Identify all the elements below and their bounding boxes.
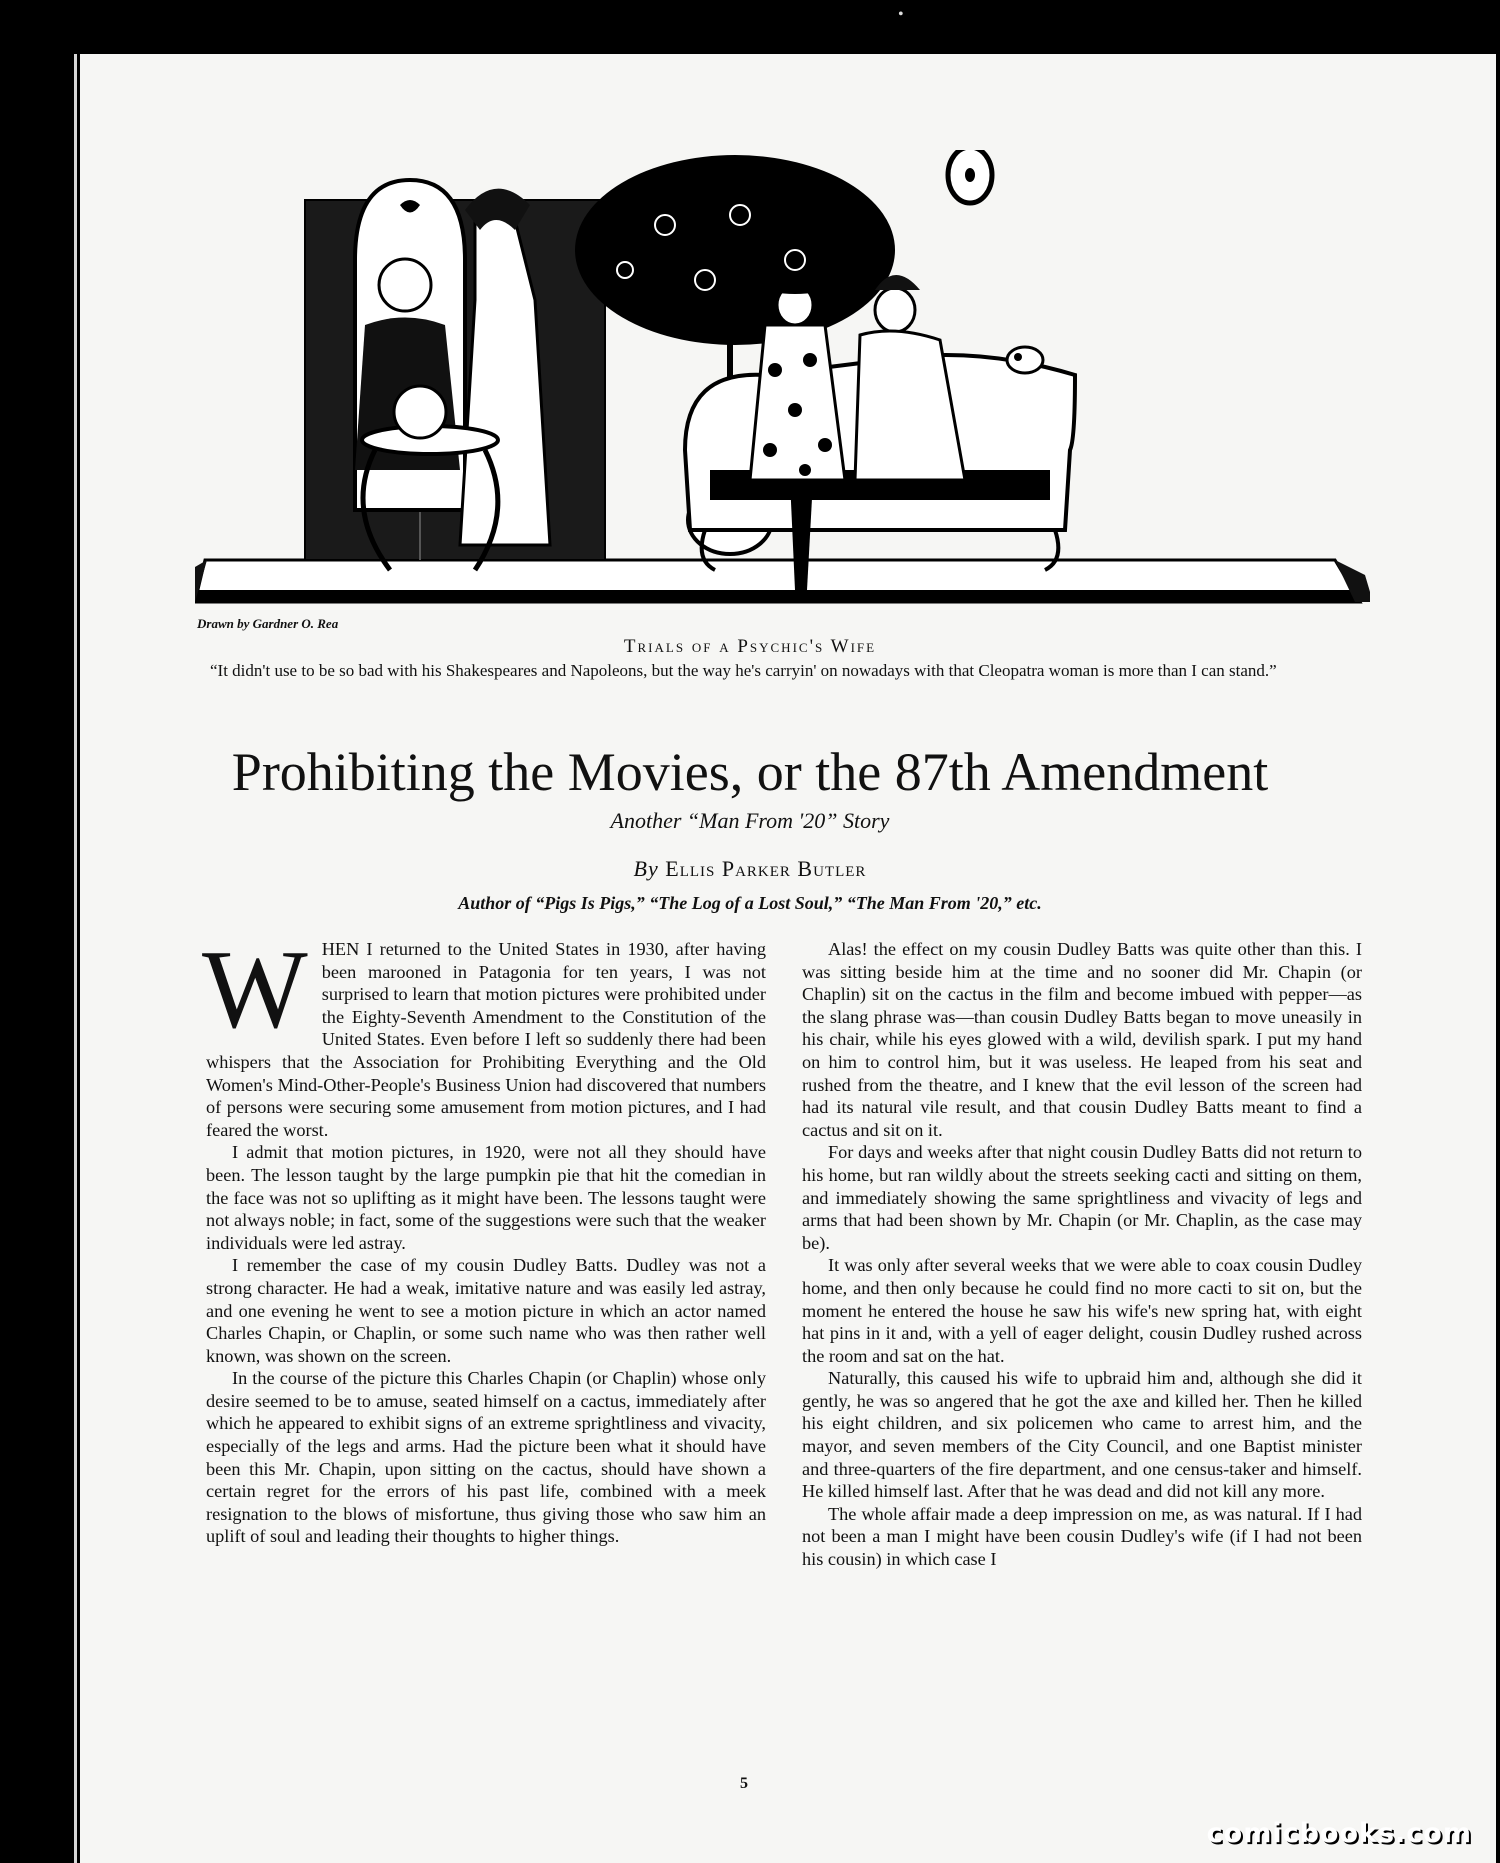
paragraph: For days and weeks after that night cousin Dudley Batts did not return to his home, but ran wildly about the streets seeking cacti and sitting on them, and immediately showing the same sprightliness and vivacity of legs and arms that had been shown by Mr. Chapin (or Mr. Chaplin, as the case may be). [802, 1142, 1362, 1253]
author-credits: Author of “Pigs Is Pigs,” “The Log of a Lost Soul,” “The Man From '20,” etc. [458, 893, 1042, 913]
article-subtitle: Another “Man From '20” Story [610, 808, 890, 833]
illustration-credit: Drawn by Gardner O. Rea [197, 616, 339, 631]
illustration [195, 150, 1370, 620]
watermark: comicbooks.com [1206, 1818, 1472, 1849]
paragraph: In the course of the picture this Charles Chapin (or Chaplin) whose only desire seemed to be to amuse, seated himself on a cactus, immediately after which he appeared to exhibit signs of an extreme sprightliness and vivacity, especially of the legs and arms. Had the picture been what it should have been this Mr. Chapin, upon sitting on the cactus, should have shown a certain regret for the errors of his past life, combined with a meek resignation to the blows of misfortune, thus giving those who saw him an uplift of soul and leading their thoughts to higher things. [206, 1368, 766, 1547]
caption-quote: “It didn't use to be so bad with his Shakespeares and Napoleons, but the way he's carryin' on nowadays with that Cleopatra woman is more than I can stand.” [210, 661, 1277, 680]
paragraph: The whole affair made a deep impression on me, as was natural. If I had not been a man I might have been cousin Dudley's wife (if I had not been his cousin) in which case I [802, 1503, 1362, 1570]
column-left [202, 928, 766, 1548]
paragraph: HEN I returned to the United States in 1930, after having been marooned in Patagonia for ten years, I was not surprised to learn that motion pictures were prohibited under the Eighty-Seventh Amendment to the Constitution of the United States. Even before I left so suddenly there had been whispers that the Association for Prohibiting Everything and the Old Women's Mind-Other-People's Business Union had discovered that numbers of persons were securing some amusement from motion pictures, and I had feared the worst. [206, 939, 766, 1140]
byline-by: By [633, 856, 659, 881]
paragraph: I remember the case of my cousin Dudley Batts. Dudley was not a strong character. He had a weak, imitative nature and was easily led astray, and one evening he went to see a motion picture in which an actor named Charles Chapin, or Chaplin, or some such name who was then rather well known, was shown on the screen. [206, 1255, 766, 1366]
author-name: Ellis Parker Butler [665, 856, 867, 881]
caption-title: Trials of a Psychic's Wife [623, 636, 877, 657]
byline [0, 856, 1500, 882]
drop-cap: W [202, 928, 308, 1052]
paragraph: I admit that motion pictures, in 1920, were not all they should have been. The lesson taught by the large pumpkin pie that hit the comedian in the face was not so uplifting as it might have been. The lessons taught were not always noble; in fact, some of the suggestions were such that the weaker individuals were led astray. [206, 1142, 766, 1253]
article-title: Prohibiting the Movies, or the 87th Amendment [231, 742, 1269, 802]
page-edge [74, 54, 77, 1863]
paragraph: Alas! the effect on my cousin Dudley Batts was quite other than this. I was sitting beside him at the time and no sooner did Mr. Chapin (or Chaplin) sit on the cactus in the film and become imbued with pepper—as the slang phrase was—than cousin Dudley Batts began to move uneasily in his chair, while his eyes glowed with a wild, devilish spark. I put my hand on him to control him, but it was useless. He leaped from his seat and rushed from the theatre, and I knew that the evil lesson of the screen had had its natural vile result, and that cousin Dudley Batts meant to find a cactus and sit on it. [802, 939, 1362, 1140]
paragraph: Naturally, this caused his wife to upbraid him and, although she did it gently, he was so angered that he got the axe and killed her. Then he killed his eight children, and six policemen who came to arrest him, and the mayor, and seven members of the City Council, and one Baptist minister and three-quarters of the fire department, and one census-taker and himself. He killed himself last. After that he was dead and did not kill any more. [802, 1368, 1362, 1502]
column-right [802, 938, 1362, 1571]
page-number: 5 [740, 1775, 748, 1792]
top-mark: • [898, 6, 904, 23]
paragraph: It was only after several weeks that we were able to coax cousin Dudley home, and then only because he could find no more cacti to sit on, but the moment he entered the house he saw his wife's new spring hat, with eight hat pins in it and, with a yell of eager delight, cousin Dudley rushed across the room and sat on the hat. [802, 1255, 1362, 1366]
